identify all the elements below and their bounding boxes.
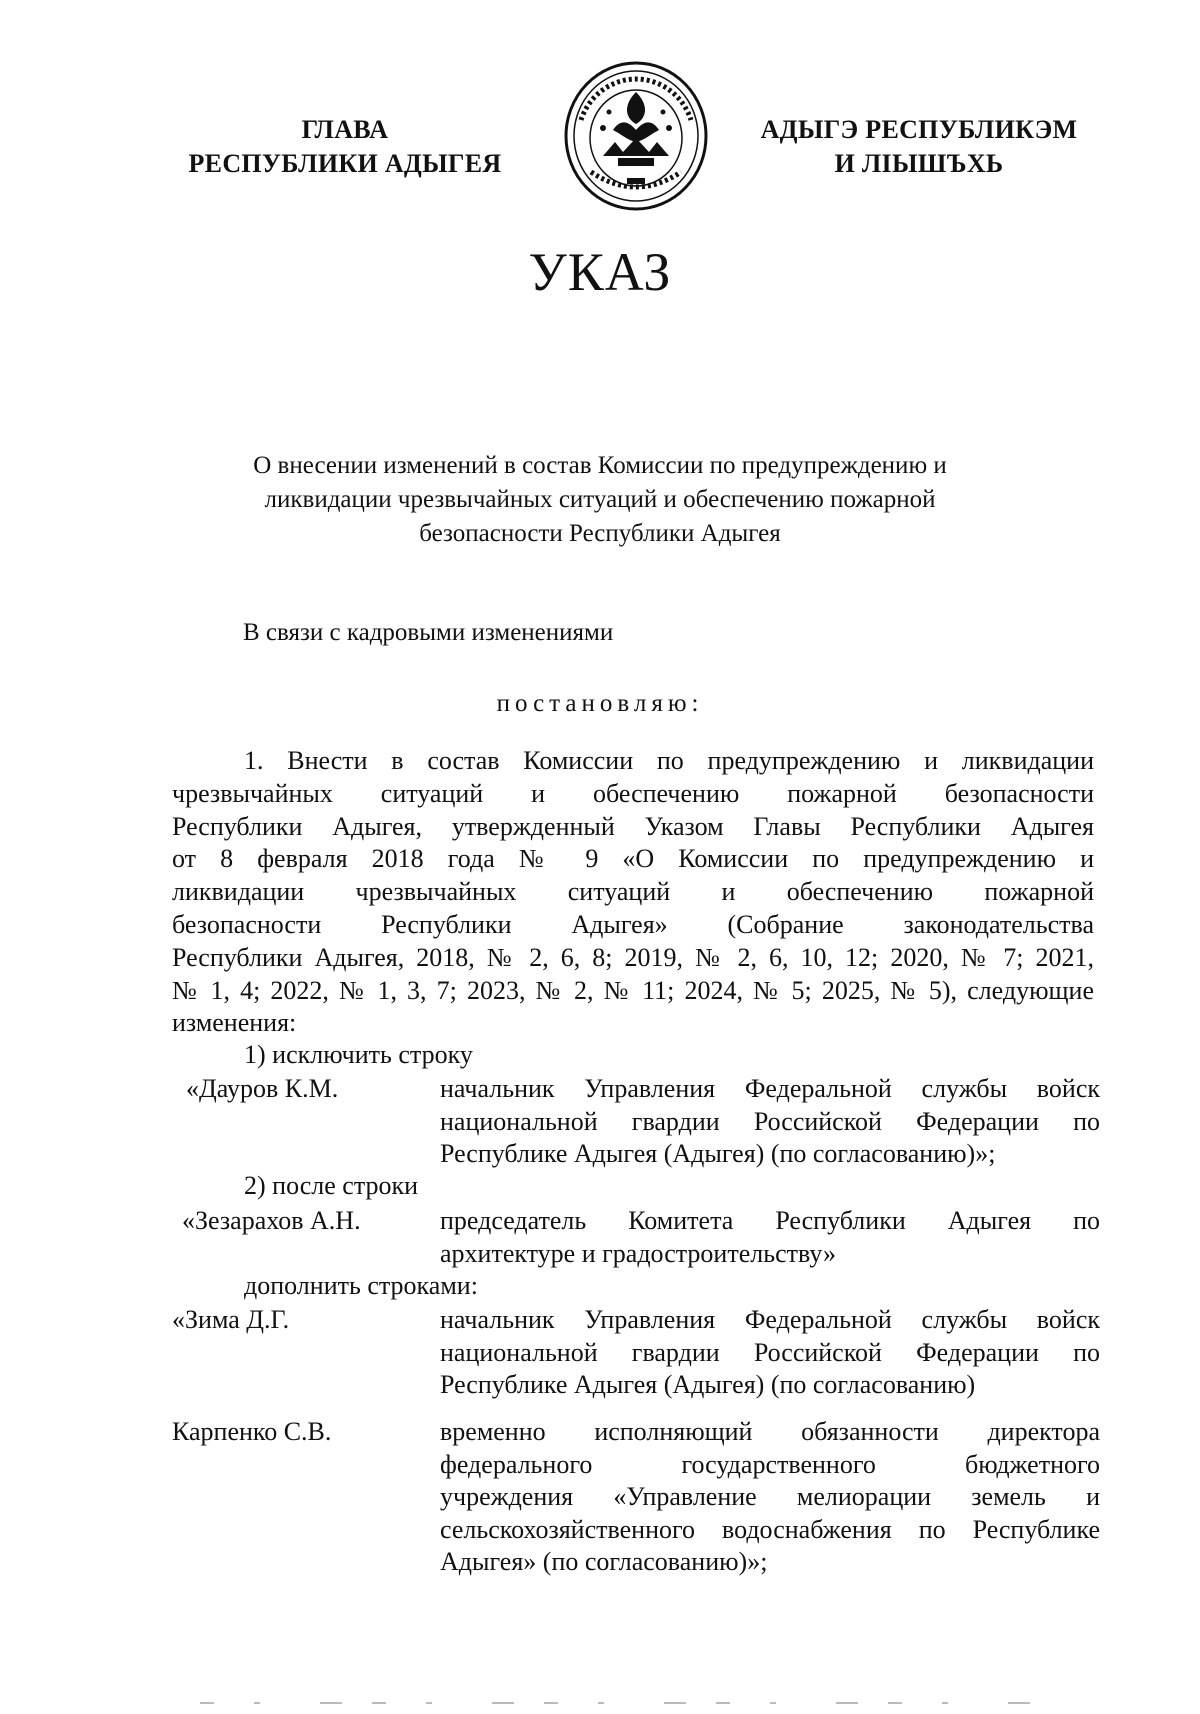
entry-desc-line: начальник Управления Федеральной службы войск <box>440 1074 1100 1103</box>
paragraph-line: чрезвычайных ситуаций и обеспечению пожарной безопасности <box>172 778 1094 808</box>
preamble: В связи с кадровыми изменениями <box>243 619 614 646</box>
header-right <box>734 113 1104 181</box>
entry-name: «Дауров К.М. <box>186 1074 339 1103</box>
entry-desc-line: национальной гвардии Российской Федерации по <box>440 1106 1100 1136</box>
entry-desc-line: Адыгея» (по согласованию)»; <box>440 1547 768 1576</box>
subitem-3: дополнить строками: <box>244 1271 478 1300</box>
title-line-1: О внесении изменений в состав Комиссии по предупреждению и <box>253 452 947 479</box>
subitem-1: 1) исключить строку <box>244 1040 473 1069</box>
header-left-line-2: РЕСПУБЛИКИ АДЫГЕЯ <box>188 149 502 178</box>
entry-desc-line: федерального государственного бюджетного <box>440 1449 1100 1479</box>
entry-desc-line: национальной гвардии Российской Федерации по <box>440 1337 1100 1367</box>
entry-desc-line: начальник Управления Федеральной службы войск <box>440 1305 1100 1334</box>
coat-of-arms-emblem <box>563 60 709 212</box>
entry-name: «Зима Д.Г. <box>172 1305 290 1334</box>
entry-desc-line: Республике Адыгея (Адыгея) (по согласованию) <box>440 1370 976 1399</box>
header-left-line-1: ГЛАВА <box>301 115 389 144</box>
paragraph-line: 1. Внести в состав Комиссии по предупреждению и ликвидации <box>244 746 1094 775</box>
entry-name: Карпенко С.В. <box>172 1417 332 1446</box>
scan-artifact-strip <box>200 1700 1060 1706</box>
paragraph-line: Республики Адыгея, утвержденный Указом Главы Республики Адыгея <box>172 811 1094 841</box>
entry-description <box>440 1304 1100 1402</box>
entry-desc-line: сельскохозяйственного водоснабжения по Республике <box>440 1514 1100 1544</box>
paragraph-line: № 1, 4; 2022, № 1, 3, 7; 2023, № 2, № 11; 2024, № 5; 2025, № 5), следующие <box>172 975 1094 1005</box>
resolve-word: постановляю: <box>496 690 704 717</box>
paragraph-line: ликвидации чрезвычайных ситуаций и обеспечению пожарной <box>172 877 1094 907</box>
header-right-line-1: АДЫГЭ РЕСПУБЛИКЭМ <box>760 115 1078 144</box>
document-title <box>200 449 1000 551</box>
document-type: УКАЗ <box>528 242 672 302</box>
entry-description <box>440 1416 1100 1579</box>
paragraph-line: Республики Адыгея, 2018, № 2, 6, 8; 2019, № 2, 6, 10, 12; 2020, № 7; 2021, <box>172 942 1094 972</box>
paragraph-line: от 8 февраля 2018 года № 9 «О Комиссии по предупреждению и <box>172 844 1094 874</box>
title-line-3: безопасности Республики Адыгея <box>419 520 781 547</box>
title-line-2: ликвидации чрезвычайных ситуаций и обеспечению пожарной <box>264 486 936 513</box>
subitem-2: 2) после строки <box>244 1171 419 1200</box>
paragraph-line: безопасности Республики Адыгея» (Собрание законодательства <box>172 909 1094 939</box>
entry-name: «Зезарахов А.Н. <box>182 1206 361 1235</box>
paragraph-line: изменения: <box>172 1008 297 1038</box>
header-left <box>160 113 530 181</box>
entry-desc-line: учреждения «Управление мелиорации земель и <box>440 1482 1100 1511</box>
paragraph-1 <box>172 745 1094 1040</box>
entry-desc-line: архитектуре и градостроительству» <box>440 1238 837 1268</box>
entry-desc-line: Республике Адыгея (Адыгея) (по согласованию)»; <box>440 1139 996 1168</box>
header-right-line-2: И ЛІЫШЪХЬ <box>834 149 1004 178</box>
entry-desc-line: председатель Комитета Республики Адыгея по <box>440 1206 1100 1235</box>
entry-description <box>440 1073 1100 1171</box>
entry-desc-line: временно исполняющий обязанности директора <box>440 1417 1100 1446</box>
entry-description <box>440 1205 1100 1270</box>
